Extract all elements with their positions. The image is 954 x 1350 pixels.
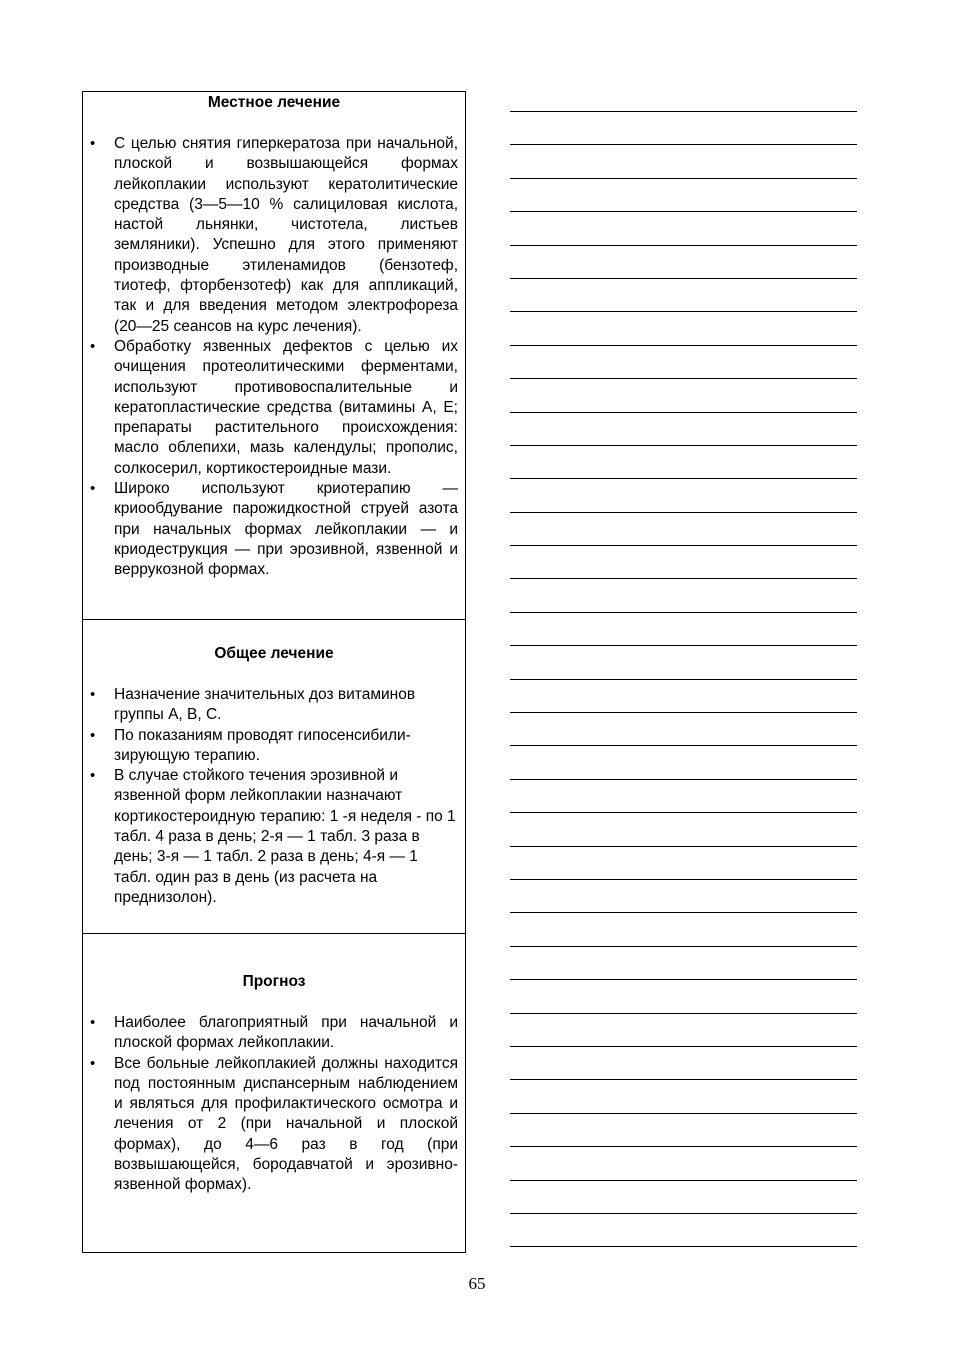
- prognosis-cell: [83, 934, 465, 1252]
- note-line: [510, 1246, 857, 1247]
- note-line: [510, 612, 857, 613]
- note-line: [510, 245, 857, 246]
- note-line: [510, 412, 857, 413]
- note-line: [510, 979, 857, 980]
- note-line: [510, 278, 857, 279]
- bullet-icon: •: [90, 686, 96, 703]
- bullet-icon: •: [90, 767, 96, 785]
- bullet-icon: •: [90, 135, 96, 152]
- bullet-icon: •: [90, 1014, 96, 1031]
- list-item: • С целью снятия гиперкератоза при начальной, плоской и возвышающейся формах лейкоплакии используют кератолитические средства (3—5—10 % салициловая кислота, настой льнянки, чистотела, листьев земляники). Успешно для этого применяют производные этиленамидов (бензотеф, тиотеф, фторбензотеф) как для аппликаций, так и для введения методом электрофореза (20—25 сеансов на курс лечения).: [90, 135, 458, 335]
- note-line: [510, 178, 857, 179]
- note-line: [510, 1079, 857, 1080]
- note-line: [510, 946, 857, 947]
- note-line: [510, 846, 857, 847]
- note-line: [510, 478, 857, 479]
- note-line: [510, 144, 857, 145]
- note-line: [510, 345, 857, 346]
- note-line: [510, 1046, 857, 1047]
- section-heading: Местное лечение: [207, 94, 341, 111]
- note-line: [510, 912, 857, 913]
- note-line: [510, 679, 857, 680]
- list-item: • Широко используют криотерапию — криообдувание парожидкостной струей азота при начальных формах лейкоплакии — и криодеструкция — при эрозивной, язвенной и веррукозной формах.: [90, 480, 458, 579]
- note-line: [510, 1146, 857, 1147]
- note-line: [510, 111, 857, 112]
- bullet-list: [83, 685, 465, 908]
- note-line: [510, 712, 857, 713]
- note-line: [510, 745, 857, 746]
- list-item: • Наиболее благоприятный при начальной и плоской формах лейкоплакии.: [90, 1014, 458, 1052]
- page-number: 65: [468, 1274, 486, 1293]
- bullet-icon: •: [90, 1054, 96, 1072]
- bullet-icon: •: [90, 726, 96, 744]
- bullet-icon: •: [90, 480, 96, 498]
- note-line: [510, 578, 857, 579]
- list-item: • В случае стойкого течения эрозивной и язвенной форм лейкоплакии назначают кортикостероидную терапию: 1 -я неделя - по 1 табл. 4 раза в день; 2-я — 1 табл. 3 раза в день; 3-я — 1 табл. 2 раза в день; 4-я — 1 табл. один раз в день (из расчета на преднизолон).: [90, 767, 456, 906]
- notes-lines: [510, 111, 857, 1280]
- general-treatment-cell: [83, 620, 465, 934]
- note-line: [510, 378, 857, 379]
- local-treatment-cell: [83, 92, 465, 620]
- note-line: [510, 311, 857, 312]
- content-table: [82, 91, 466, 1253]
- note-line: [510, 512, 857, 513]
- note-line: [510, 1113, 857, 1114]
- section-heading: Общее лечение: [214, 645, 334, 662]
- note-line: [510, 211, 857, 212]
- note-line: [510, 545, 857, 546]
- list-item: • По показаниям проводят гипосенсибилизирующую терапию.: [90, 726, 411, 764]
- note-line: [510, 779, 857, 780]
- bullet-list: [83, 1013, 465, 1196]
- note-line: [510, 812, 857, 813]
- note-line: [510, 1213, 857, 1214]
- note-line: [510, 879, 857, 880]
- note-line: [510, 645, 857, 646]
- section-heading: Прогноз: [242, 973, 306, 990]
- note-line: [510, 1180, 857, 1181]
- list-item: • Обработку язвенных дефектов с целью их очищения протеолитическими ферментами, используют противовоспалительные и кератопластические средства (витамины А, Е; препараты растительного происхождения: масло облепихи, мазь календулы; прополис, солкосерил, кортикостероидные мази.: [90, 337, 458, 477]
- bullet-icon: •: [90, 337, 96, 355]
- note-line: [510, 1013, 857, 1014]
- bullet-list: [83, 134, 465, 581]
- list-item: • Все больные лейкоплакией должны находится под постоянным диспансерным наблюдением и являться для профилактического осмотра и лечения от 2 (при начальной и плоской формах), до 4—6 раз в год (при возвышающейся, бородавчатой и эрозивно-язвенной формах).: [90, 1054, 458, 1194]
- note-line: [510, 445, 857, 446]
- list-item: • Назначение значительных доз витаминов группы А, В, С.: [90, 686, 416, 724]
